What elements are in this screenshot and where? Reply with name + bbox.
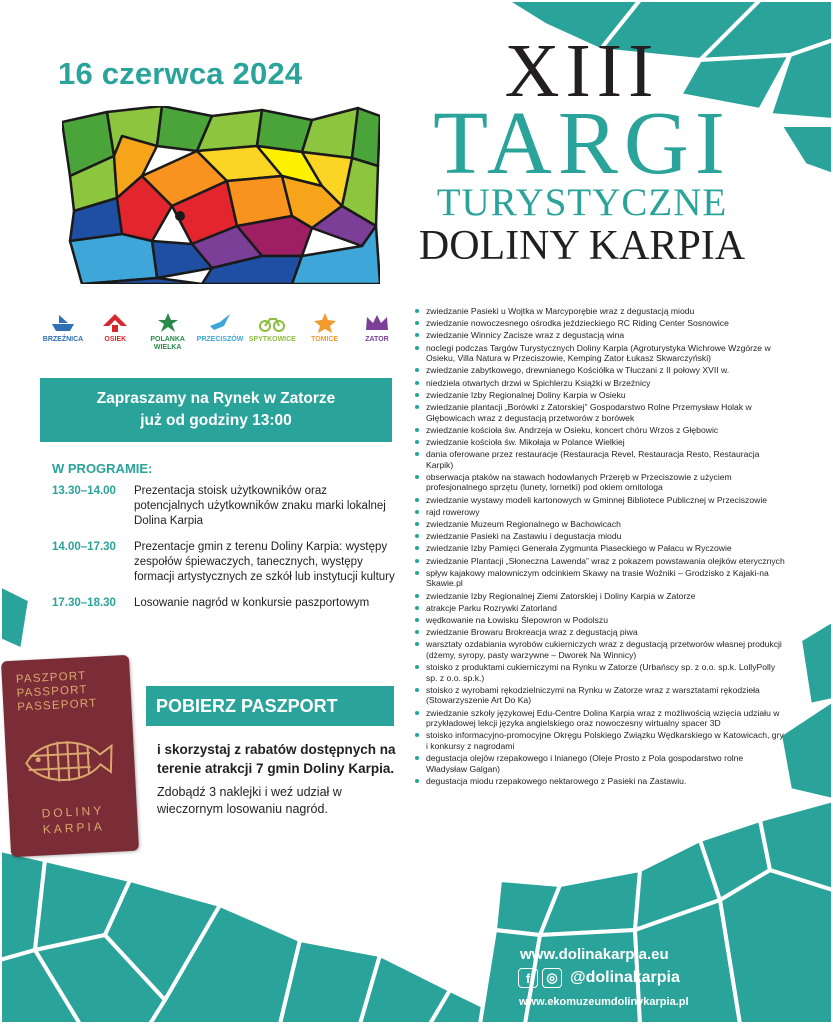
municipality-tomice: TOMICE [302,312,348,352]
attraction-item: zwiedzanie nowoczesnego ośrodka jeździeckiego RC Riding Center Sosnowice [414,318,786,329]
attraction-item: zwiedzanie Browaru Brokreacja wraz z degustacją piwa [414,627,786,638]
program-item [52,484,397,529]
event-title [392,29,772,269]
program-time: 17.30–18.30 [52,597,116,609]
title-edition: XIII [504,29,660,113]
attraction-item: stoisko informacyjno-promocyjne Okręgu Polskiego Związku Wędkarskiego w Katowicach, gry i konkursy z nagrodami [414,730,786,751]
event-date: 16 czerwca 2024 [58,56,303,91]
attraction-item: zwiedzanie zabytkowego, drewnianego Kościółka w Tłuczani z II połowy XVII w. [414,365,786,376]
attraction-item: wędkowanie na Łowisku Ślepowron w Podolszu [414,615,786,626]
attraction-item: niedziela otwartych drzwi w Spichlerzu Książki w Brzeźnicy [414,378,786,389]
program-desc: Prezentacje gmin z terenu Doliny Karpia: występy zespołów śpiewaczych, tanecznych, występy formacji artystycznych ze szkół lub instytucji kultury [134,541,395,583]
star-icon [311,312,339,334]
attraction-item: obserwacja ptaków na stawach hodowlanych Przeręb w Przeciszowie z użyciem profesjonalnego sprzętu (lunety, lornetki) pod okiem ornitologa [414,472,786,493]
passport-normal-text: Zdobądź 3 naklejki i weź udział w wieczornym losowaniu nagród. [157,785,342,816]
fish-icon [19,728,118,795]
program-time: 13.30–14.00 [52,485,116,497]
municipality-przeciszow: PRZECISZÓW [197,312,243,352]
bird-icon [206,312,234,334]
social-links [518,968,680,988]
program-time: 14.00–17.30 [52,541,116,553]
attraction-item: zwiedzanie Izby Regionalnej Doliny Karpia w Osieku [414,390,786,401]
attraction-item: warsztaty ozdabiania wyrobów cukierniczych wraz z degustacją przetworów własnej produkcji (dżemy, syropy, pasty warzywne – Dworek Na Winnicy) [414,639,786,660]
ecomuseum-website-link[interactable]: www.ekomuzeumdolinykarpia.pl [519,996,689,1008]
attraction-item: zwiedzanie Plantacji „Słoneczna Lawenda” wraz z pokazem powstawania olejków eterycznych [414,556,786,567]
attraction-item: zwiedzanie kościoła św. Andrzeja w Osieku, koncert chóru Wrzos z Głębowic [414,425,786,436]
instagram-icon[interactable]: ◎ [542,968,562,988]
program-desc: Losowanie nagród w konkursie paszportowym [134,597,370,609]
facebook-icon[interactable]: f [518,968,538,988]
passport-cover-title: PASZPORT PASSPORT PASSEPORT [15,670,98,714]
attraction-item: spływ kajakowy malowniczym odcinkiem Skawy na trasie Woźniki – Grodzisko z Kajaki-na Skawie.pl [414,568,786,589]
municipality-zator: ZATOR [354,312,400,352]
municipality-logos [40,312,400,352]
program-desc: Prezentacja stoisk użytkowników oraz potencjalnych użytkowników znaku marki lokalnej Dolina Karpia [134,485,386,527]
attraction-item: zwiedzanie Pasieki na Zastawiu i degustacja miodu [414,531,786,542]
passport-bold-text: i skorzystaj z rabatów dostępnych na terenie atrakcji 7 gmin Doliny Karpia. [157,742,396,776]
flower-icon [154,312,182,334]
roof-icon [101,312,129,334]
invitation-banner [40,378,392,442]
attraction-item: zwiedzanie plantacji „Borówki z Zatorskiej” Gospodarstwo Rolne Przemysław Holak w Głębowicach wraz z degustacją przetworów z borówek [414,402,786,423]
program-item [52,540,397,585]
municipality-brzeznica: BRZEŹNICA [40,312,86,352]
crown-icon [363,312,391,334]
municipality-polanka-wielka: POLANKA WIELKA [145,312,191,352]
attraction-item: dania oferowane przez restauracje (Restauracja Revel, Restauracja Resto, Restauracja Karpik) [414,449,786,470]
get-passport-banner: POBIERZ PASZPORT [146,686,394,726]
attraction-item: zwiedzanie Pasieki u Wojtka w Marcyporębie wraz z degustacją miodu [414,306,786,317]
attraction-item: atrakcje Parku Rozrywki Zatorland [414,603,786,614]
passport-cover-bottom: DOLINY KARPIA [41,803,106,837]
attraction-item: zwiedzanie Muzeum Regionalnego w Bachowicach [414,519,786,530]
attraction-item: zwiedzanie wystawy modeli kartonowych w Gminnej Bibliotece Publicznej w Przeciszowie [414,495,786,506]
attractions-list [414,306,786,788]
bike-icon [258,312,286,334]
attraction-item: degustacja olejów rzepakowego i lnianego (Oleje Prosto z Pola gospodarstwo rolne Władysław Galgan) [414,753,786,774]
title-main: TARGI [433,94,731,193]
attraction-item: zwiedzanie kościoła św. Mikołaja w Polance Wielkiej [414,437,786,448]
municipality-osiek: OSIEK [92,312,138,352]
attraction-item: rajd rowerowy [414,507,786,518]
attraction-item: zwiedzanie Winnicy Zacisze wraz z degustacją wina [414,330,786,341]
invitation-line1: Zapraszamy na Rynek w Zatorze [96,390,336,407]
attraction-item: noclegi podczas Targów Turystycznych Doliny Karpia (Agroturystyka Wichrowe Wzgórze w Osieku, Villa Natura w Przeciszowie, Kemping Zator Łukasz Skwarczyński) [414,343,786,364]
attraction-item: stoisko z produktami cukierniczymi na Rynku w Zatorze (Urbańscy sp. z o.o. sp.k. LollyPolly sp. z o.o. sp.k.) [414,662,786,683]
passport-booklet [1,655,139,857]
program-heading: W PROGRAMIE: [52,461,153,476]
social-handle[interactable]: @dolinakarpia [570,969,680,986]
boat-icon [49,312,77,334]
municipality-spytkowice: SPYTKOWICE [249,312,295,352]
website-link[interactable]: www.dolinakarpia.eu [520,946,669,963]
attraction-item: zwiedzanie Izby Pamięci Generała Zygmunta Piaseckiego w Pałacu w Ryczowie [414,543,786,554]
program-list [52,484,397,622]
attraction-item: degustacja miodu rzepakowego nektarowego z Pasieki na Zastawiu. [414,776,786,787]
title-sub: TURYSTYCZNE [436,181,728,224]
passport-description [157,740,397,818]
attraction-item: zwiedzanie Izby Regionalnej Ziemi Zatorskiej i Doliny Karpia w Zatorze [414,591,786,602]
fish-mosaic-logo [62,106,380,284]
title-region: DOLINY KARPIA [418,223,746,269]
program-item [52,596,397,611]
attraction-item: stoisko z wyrobami rękodzielniczymi na Rynku w Zatorze wraz z warsztatami rękodzieła (Stowarzyszenie Art Do Ka) [414,685,786,706]
invitation-line2: już od godziny 13:00 [140,412,292,429]
attraction-item: zwiedzanie szkoły językowej Edu-Centre Dolina Karpia wraz z możliwością wzięcia udziału w przykładowej lekcji języka angielskiego oraz nowoczesny wirtualny spacer 3D [414,708,786,729]
